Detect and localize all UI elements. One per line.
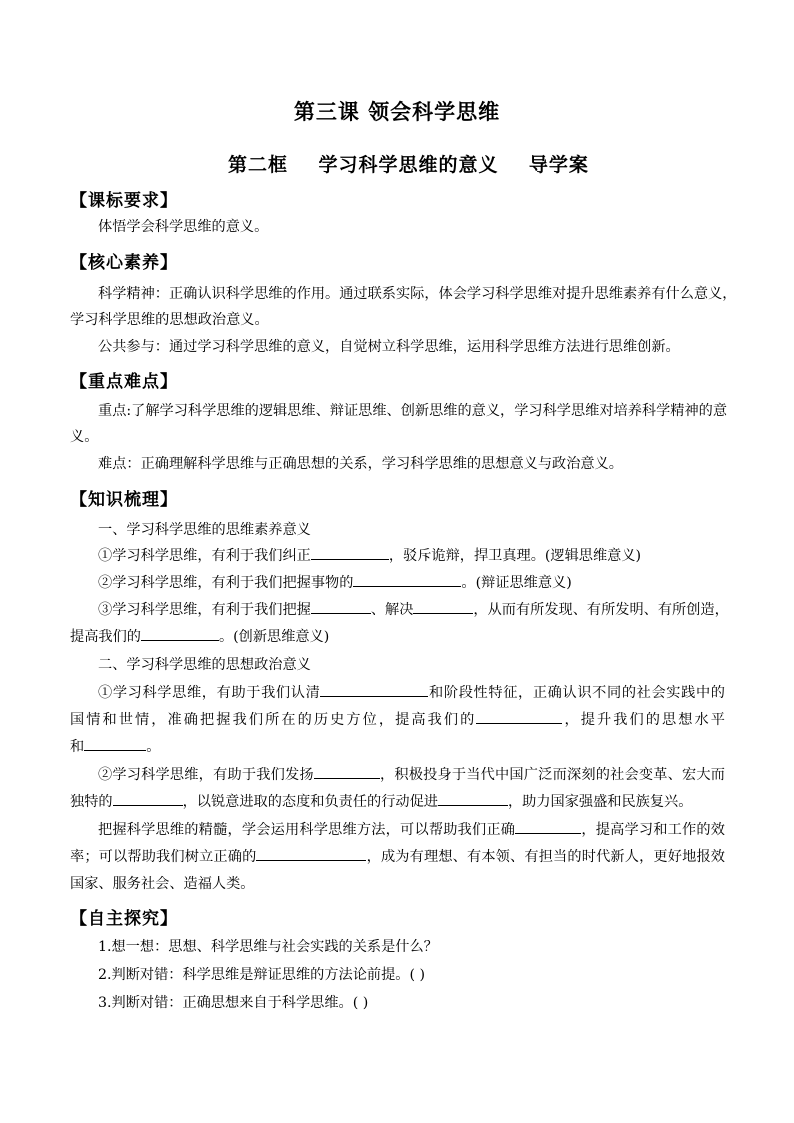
knowledge-item-6: 把握科学思维的精髓，学会运用科学思维方法，可以帮助我们正确 ，提高学习和工作的效 (70, 817, 725, 843)
knowledge-item-3: ③学习科学思维，有利于我们把握 、解决 ，从而有所发现、有所发明、有所创造， (70, 597, 725, 623)
section-heading-hexin: 【核心素养】 (70, 253, 178, 273)
fill-blank[interactable] (141, 625, 219, 641)
fill-blank[interactable] (438, 790, 508, 806)
part1-title: 一、学习科学思维的思维素养意义 (98, 522, 311, 538)
knowledge-item-4: ①学习科学思维，有助于我们认清 和阶段性特征，正确认识不同的社会实践中的 (70, 680, 725, 706)
knowledge-item-4-cont: 国情和世情，准确把握我们所在的历史方位，提高我们的 ，提升我们的思想水平 (70, 707, 725, 733)
zhongdian-line-1: 重点:了解学习科学思维的逻辑思维、辩证思维、创新思维的意义，学习科学思维对培养科学精神的意 (98, 403, 728, 419)
knowledge-item-1: ①学习科学思维，有利于我们纠正 ，驳斥诡辩，捍卫真理。(逻辑思维意义) (70, 543, 725, 569)
zhongdian-line-2: 义。 (70, 429, 99, 445)
fill-blank[interactable] (353, 571, 461, 587)
knowledge-item-5-cont: 独特的 ，以锐意进取的态度和负责任的行动促进 ，助力国家强盛和民族复兴。 (70, 789, 725, 815)
part2-title: 二、学习科学思维的思想政治意义 (98, 657, 311, 673)
fill-blank[interactable] (476, 708, 562, 724)
fill-blank[interactable] (311, 598, 371, 614)
fill-blank[interactable] (311, 544, 389, 560)
zhongdian-line-3: 难点：正确理解科学思维与正确思想的关系，学习科学思维的思想意义与政治意义。 (98, 456, 623, 472)
knowledge-item-3-cont: 提高我们的 。(创新思维意义) (70, 624, 725, 650)
knowledge-item-4-end: 和 。 (70, 734, 725, 760)
section-heading-zhongdian: 【重点难点】 (70, 372, 178, 392)
section-heading-zhishi: 【知识梳理】 (70, 490, 178, 510)
knowledge-item-2: ②学习科学思维，有利于我们把握事物的 。(辩证思维意义) (70, 570, 725, 596)
kebiao-line-1: 体悟学会科学思维的意义。 (98, 219, 269, 235)
knowledge-item-6-end: 国家、服务社会、造福人类。 (70, 876, 255, 892)
fill-blank[interactable] (113, 790, 183, 806)
section-heading-zizhu: 【自主探究】 (70, 909, 178, 929)
hexin-line-3: 公共参与：通过学习科学思维的意义，自觉树立科学思维，运用科学思维方法进行思维创新。 (98, 339, 680, 355)
knowledge-item-5: ②学习科学思维，有助于我们发扬 ，积极投身于当代中国广泛而深刻的社会变革、宏大而 (70, 762, 725, 788)
page-subtitle: 第二框 学习科学思维的意义 导学案 (228, 154, 589, 176)
fill-blank[interactable] (515, 818, 581, 834)
fill-blank[interactable] (413, 598, 473, 614)
hexin-line-2: 学习科学思维的思想政治意义。 (70, 312, 269, 328)
fill-blank[interactable] (314, 763, 380, 779)
section-heading-kebiao: 【课标要求】 (70, 191, 178, 211)
fill-blank[interactable] (84, 735, 146, 751)
page-title: 第三课 领会科学思维 (293, 99, 501, 124)
fill-blank[interactable] (320, 681, 428, 697)
fill-blank[interactable] (256, 845, 366, 861)
explore-question-1: 1.想一想：思想、科学思维与社会实践的关系是什么？ (98, 939, 438, 955)
hexin-line-1: 科学精神：正确认识科学思维的作用。通过联系实际，体会学习科学思维对提升思维素养有什么意义， (98, 286, 737, 302)
explore-question-3: 3.判断对错：正确思想来自于科学思维。( ) (98, 995, 369, 1011)
knowledge-item-6-cont: 率；可以帮助我们树立正确的 ，成为有理想、有本领、有担当的时代新人，更好地报效 (70, 844, 725, 870)
explore-question-2: 2.判断对错：科学思维是辩证思维的方法论前提。( ) (98, 967, 426, 983)
